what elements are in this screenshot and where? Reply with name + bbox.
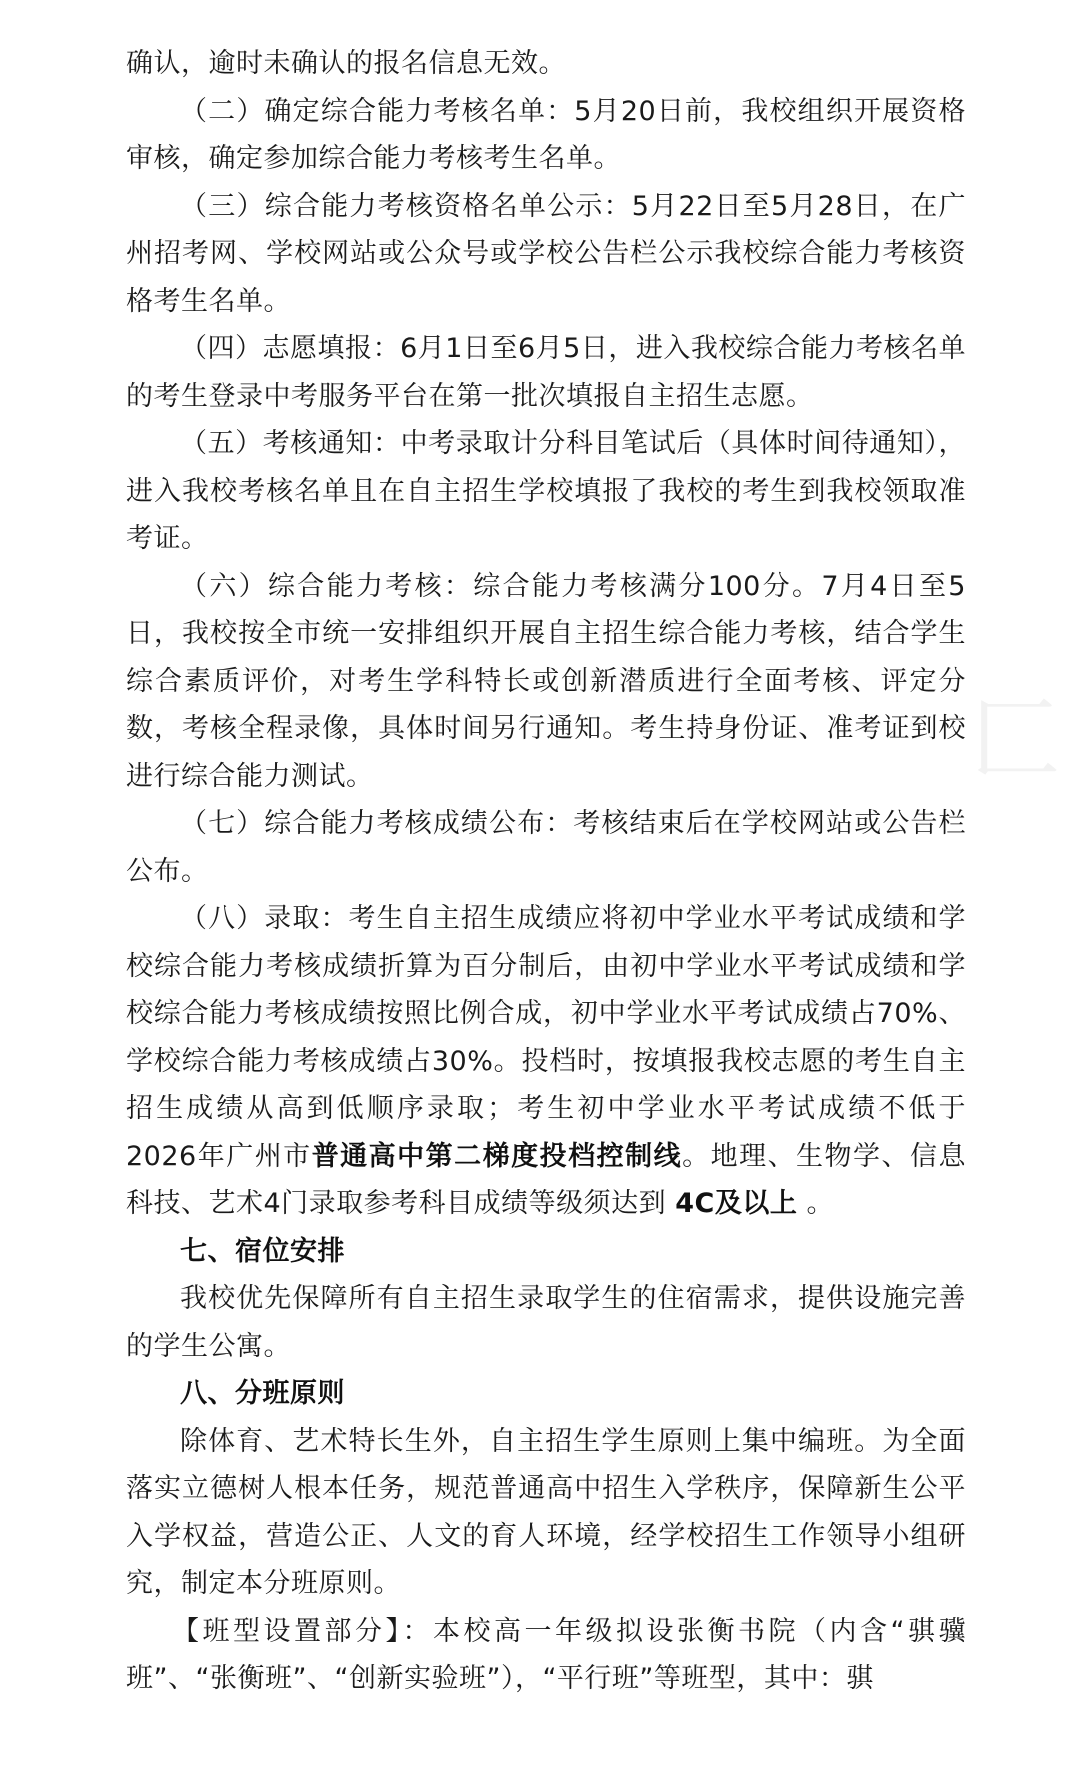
admission-end-punct: 。 — [797, 1188, 834, 1219]
admission-text-part: （八）录取：考生自主招生成绩应将初中学业水平考试成绩和学校综合能力考核成绩折算为百分制后，由初中学业水平考试成绩和学校综合能力考核成绩按照比例合成，初中学业水平考试成绩占70%、学校综合能力考核成绩占30%。投档时，按填报我校志愿的考生自主招生成绩从高到低顺序录取；考生初中学业水平考试成绩不低于2026年广州市 — [126, 903, 966, 1172]
paragraph-list-publicity: （三）综合能力考核资格名单公示：5月22日至5月28日，在广州招考网、学校网站或公众号或学校公告栏公示我校综合能力考核资格考生名单。 — [126, 190, 966, 317]
paragraph-assessment-list: （二）确定综合能力考核名单：5月20日前，我校组织开展资格审核，确定参加综合能力考核考生名单。 — [126, 95, 966, 174]
paragraph-comprehensive-assessment: （六）综合能力考核：综合能力考核满分100分。7月4日至5日，我校按全市统一安排组织开展自主招生综合能力考核，结合学生综合素质评价，对考生学科特长或创新潜质进行全面考核、评定分数，考核全程录像，具体时间另行通知。考生持身份证、准考证到校进行综合能力测试。 — [126, 570, 966, 792]
section-heading-class-division: 八、分班原则 — [180, 1378, 345, 1409]
document-body — [126, 40, 966, 1703]
paragraph-assessment-notice: （五）考核通知：中考录取计分科目笔试后（具体时间待通知），进入我校考核名单且在自主招生学校填报了我校的考生到我校领取准考证。 — [126, 428, 966, 554]
paragraph-registration-confirm: 确认，逾时未确认的报名信息无效。 — [126, 48, 566, 79]
paragraph-class-types: 【班型设置部分】：本校高一年级拟设张衡书院（内含“骐骥班”、“张衡班”、“创新实验班”），“平行班”等班型，其中：骐 — [126, 1615, 966, 1694]
paragraph-admission — [126, 895, 966, 1228]
admission-subjects-text: 。地理、生物学、信息科技、艺术4门录取参考科目成绩等级须达到 — [126, 1140, 967, 1219]
paragraph-application-filling: （四）志愿填报：6月1日至6月5日，进入我校综合能力考核名单的考生登录中考服务平台在第一批次填报自主招生志愿。 — [126, 333, 966, 412]
paragraph-dormitory: 我校优先保障所有自主招生录取学生的住宿需求，提供设施完善的学生公寓。 — [126, 1283, 966, 1362]
section-heading-dormitory: 七、宿位安排 — [180, 1235, 345, 1267]
admission-control-line: 普通高中第二梯度投档控制线 — [311, 1140, 683, 1172]
paragraph-class-division: 除体育、艺术特长生外，自主招生学生原则上集中编班。为全面落实立德树人根本任务，规范普通高中招生入学秩序，保障新生公平入学权益，营造公正、人文的育人环境，经学校招生工作领导小组研究，制定本分班原则。 — [126, 1425, 966, 1599]
admission-grade-requirement: 4C及以上 — [675, 1188, 798, 1219]
faint-watermark-mark: 匚 — [970, 690, 1060, 790]
paragraph-result-announcement: （七）综合能力考核成绩公布：考核结束后在学校网站或公告栏公布。 — [126, 808, 966, 887]
